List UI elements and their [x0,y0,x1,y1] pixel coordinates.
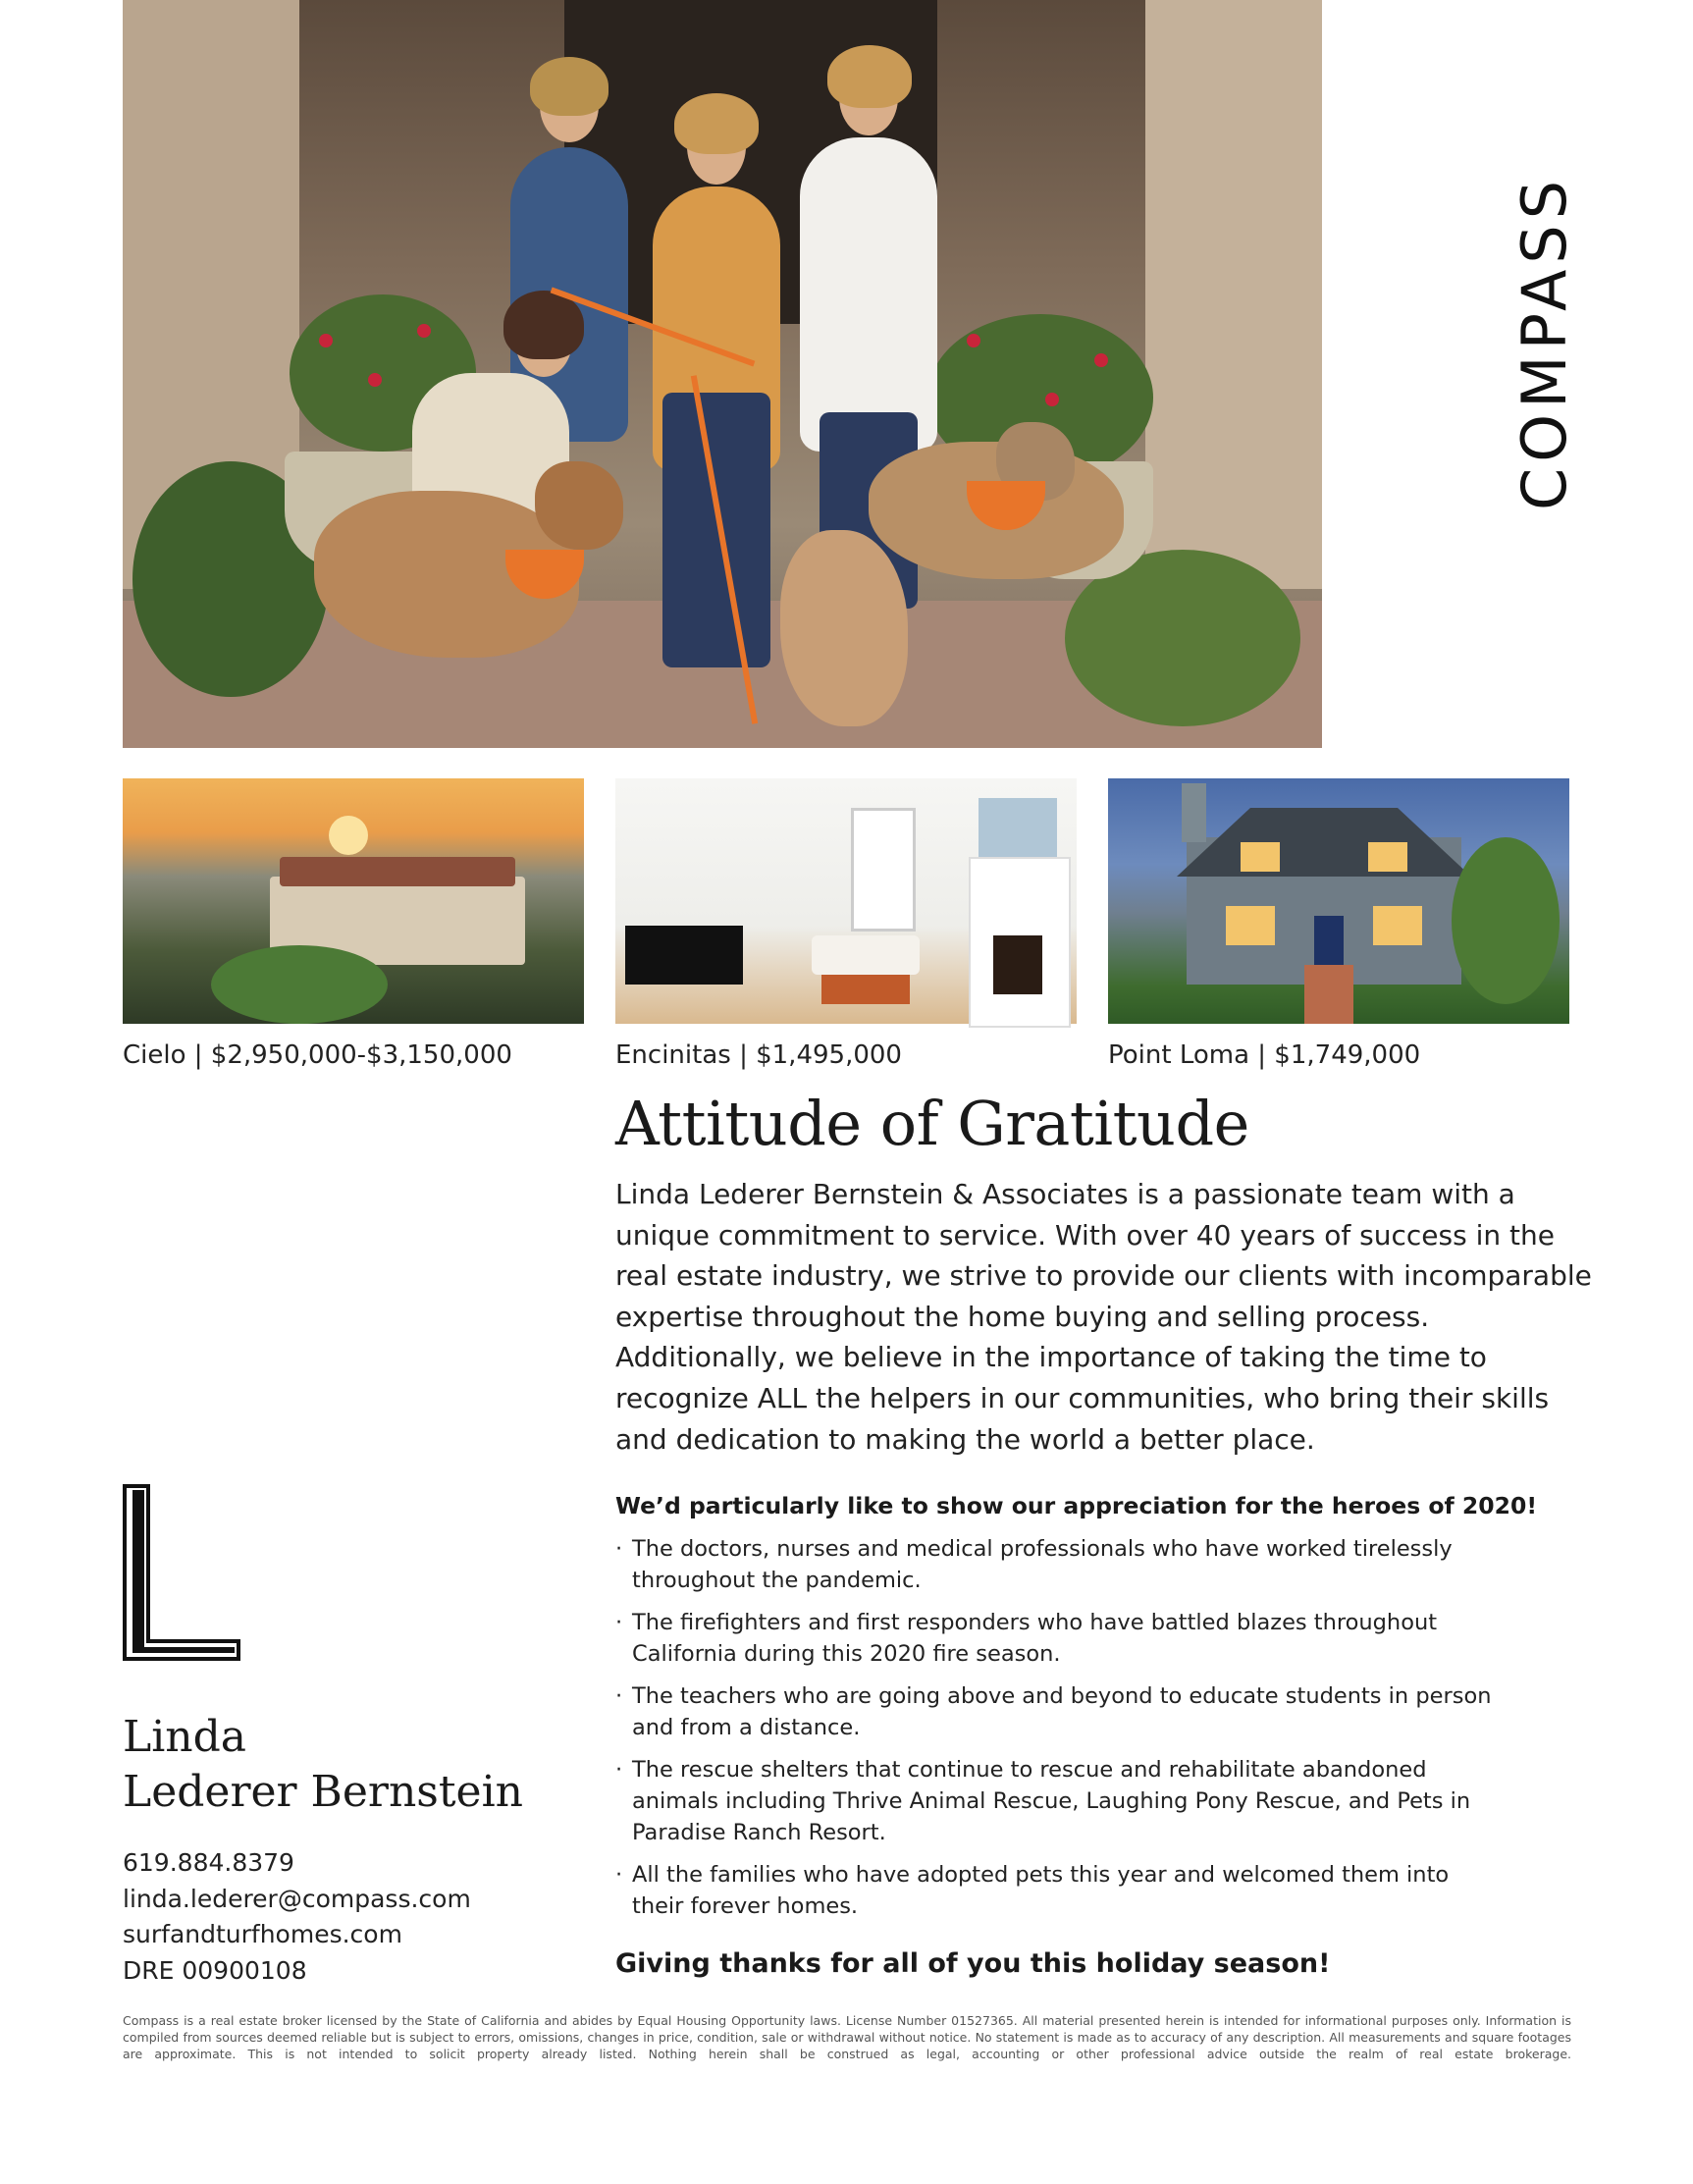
list-item [615,1680,1499,1743]
list-item [615,1607,1499,1670]
agent-license: DRE 00900108 [123,1955,307,1985]
listing-caption-encinitas: Encinitas | $1,495,000 [615,1040,902,1070]
legal-disclaimer: Compass is a real estate broker licensed by the State of California and abides by Equal Housing Opportunity laws. License Number 01527365. All material presented herein is intended for informational purposes only. Information is compiled from sources deemed reliable but is subject to errors, omissions, changes in price, condition, sale or withdrawal without notice. No statement is made as to accuracy of any description. All measurements and square footages are approximate. This is not intended to solicit property already listed. Nothing herein shall be construed as legal, accounting or other professional advice outside the realm of real estate brokerage. [123,2013,1571,2061]
article-intro: Linda Lederer Bernstein & Associates is a passionate team with a unique commitment to service. With over 40 years of success in the real estate industry, we strive to provide our clients with incomparable expertise throughout the home buying and selling process. Additionally, we believe in the importance of taking the time to recognize ALL the helpers in our communities, who bring their skills and dedication to making the world a better place. [615,1178,1592,1456]
agent-phone[interactable]: 619.884.8379 [123,1848,294,1877]
appreciation-heading: We’d particularly like to show our appreciation for the heroes of 2020! [615,1492,1538,1519]
compass-logo-text: COMPASS [1508,174,1580,510]
listing-caption-cielo: Cielo | $2,950,000-$3,150,000 [123,1040,512,1070]
craftsman-house-dusk-photo [1108,778,1569,1024]
list-item [615,1533,1499,1596]
agent-website[interactable]: surfandturfhomes.com [123,1920,402,1948]
heroes-list [615,1533,1499,1933]
list-item-text: The doctors, nurses and medical professionals who have worked tirelessly throughout the pandemic. [632,1536,1453,1593]
list-item-text: The rescue shelters that continue to rescue and rehabilitate abandoned animals including Thrive Animal Rescue, Laughing Pony Rescue, and Pets in Paradise Ranch Resort. [632,1757,1471,1845]
list-item-text: All the families who have adopted pets this year and welcomed them into their forever homes. [632,1862,1450,1919]
living-room-piano-photo [615,778,1077,1024]
agent-contact [123,1845,471,1989]
bullet-marker: · [615,1862,623,1888]
bullet-marker: · [615,1610,623,1635]
hillside-estate-sunset-photo [123,778,584,1024]
agent-last-name: Lederer Bernstein [123,1767,524,1817]
agent-email[interactable]: linda.lederer@compass.com [123,1884,471,1913]
bullet-marker: · [615,1757,623,1783]
bullet-marker: · [615,1536,623,1562]
closing-line: Giving thanks for all of you this holiday season! [615,1948,1331,1979]
list-item-text: The firefighters and first responders who have battled blazes throughout California during this 2020 fire season. [632,1610,1438,1667]
agent-first-name: Linda [123,1712,247,1762]
monogram-letter: L [123,1484,124,1485]
bullet-marker: · [615,1683,623,1709]
team-with-dogs-photo [123,0,1322,748]
article-headline: Attitude of Gratitude [615,1088,1249,1159]
agent-name [123,1710,523,1820]
list-item [615,1754,1499,1848]
monogram-l-icon [123,1484,240,1661]
compass-wordmark-icon [1508,118,1580,510]
list-item [615,1859,1499,1922]
list-item-text: The teachers who are going above and beyond to educate students in person and from a distance. [632,1683,1492,1740]
listing-caption-point-loma: Point Loma | $1,749,000 [1108,1040,1421,1070]
